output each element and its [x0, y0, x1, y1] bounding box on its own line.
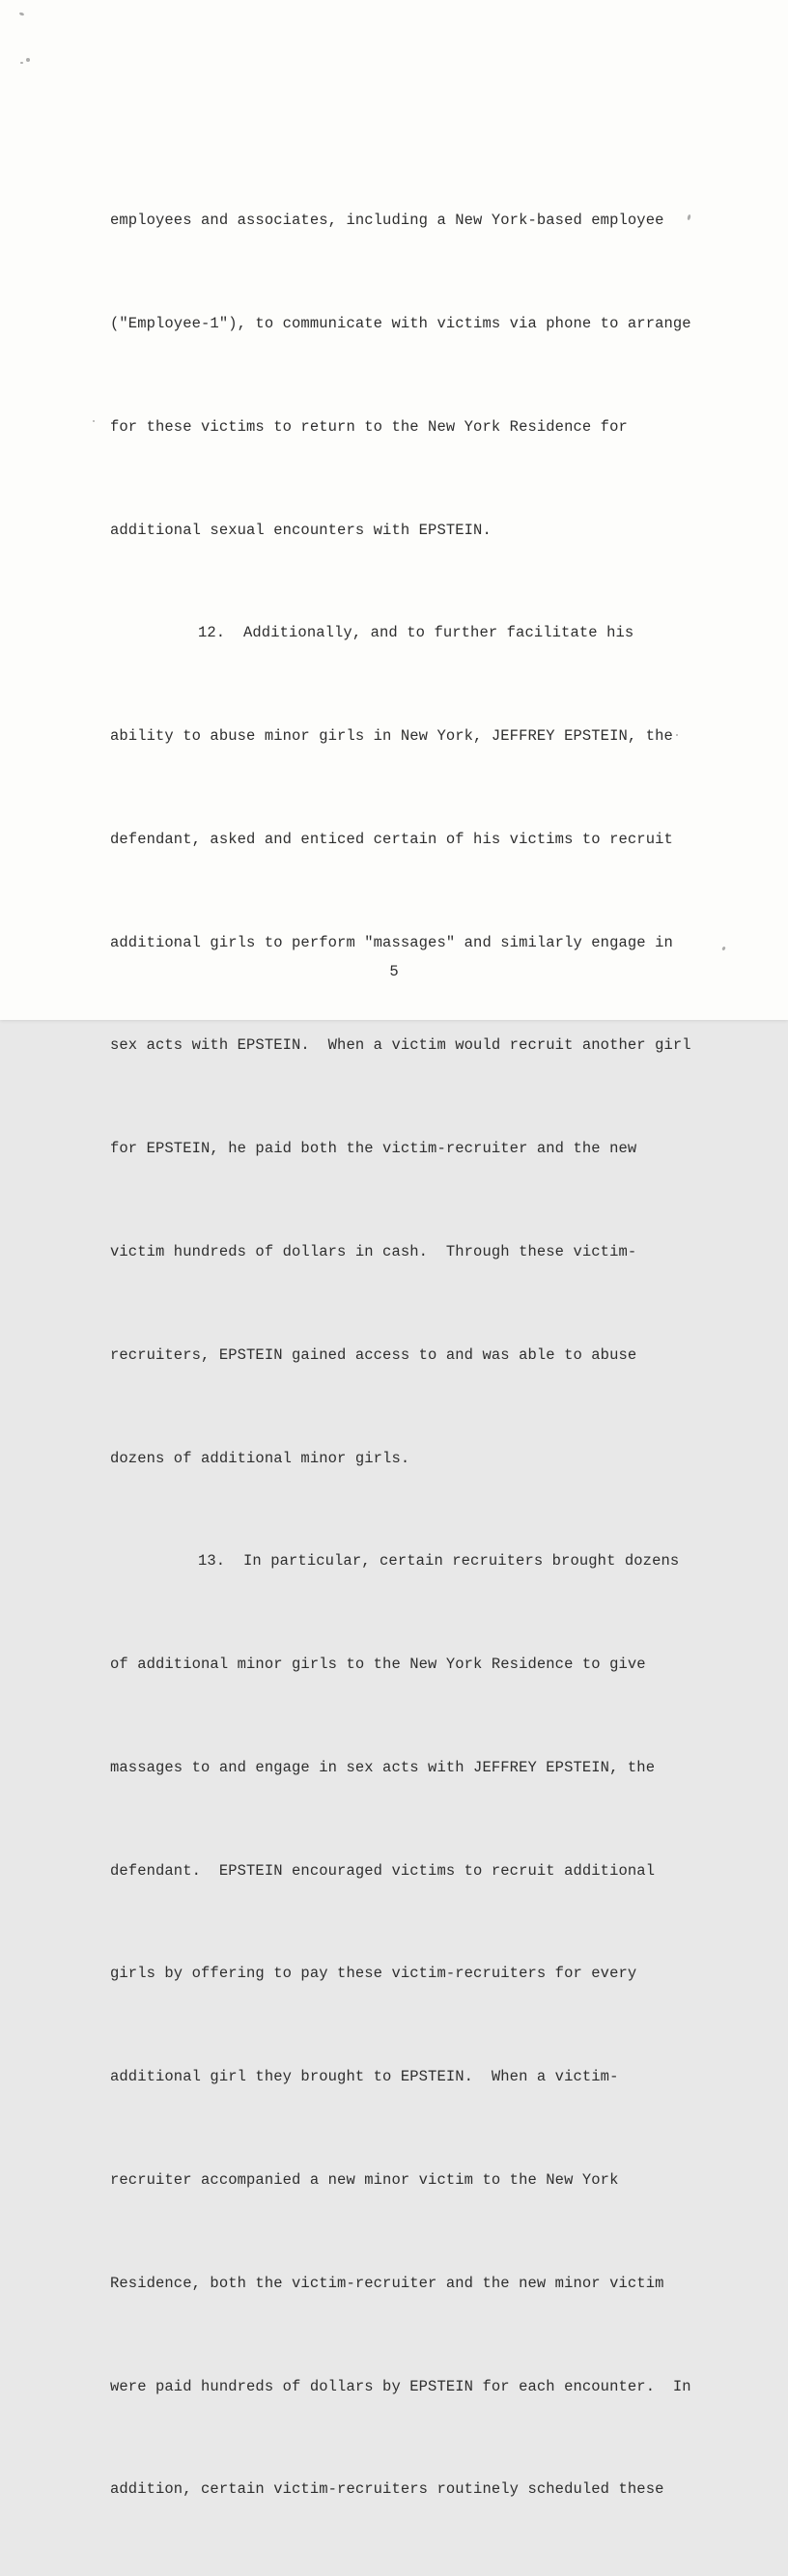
text-line: additional sexual encounters with EPSTEIN. — [110, 521, 492, 539]
text-line: ability to abuse minor girls in New York, JEFFREY EPSTEIN, the — [110, 727, 673, 746]
text-line: recruiters, EPSTEIN gained access to and was able to abuse — [110, 1345, 637, 1364]
text-line: defendant. EPSTEIN encouraged victims to recruit additional — [110, 1861, 656, 1880]
text-line: additional girls to perform "massages" and similarly engage in — [110, 933, 673, 951]
scan-speck — [93, 420, 95, 422]
text-line: ("Employee-1"), to communicate with victims via phone to arrange — [110, 314, 691, 332]
text-line: addition, certain victim-recruiters routinely scheduled these — [110, 2480, 664, 2499]
text-line: sex acts with EPSTEIN. When a victim would recruit another girl — [110, 1036, 691, 1055]
scan-speck — [19, 12, 25, 16]
text-line: for these victims to return to the New York Residence for — [110, 417, 628, 436]
text-line: additional girl they brought to EPSTEIN. When a victim- — [110, 2068, 619, 2086]
scan-speck — [721, 947, 726, 951]
text-line: dozens of additional minor girls. — [110, 1449, 410, 1467]
text-line: massages to and engage in sex acts with JEFFREY EPSTEIN, the — [110, 1758, 656, 1776]
scan-speck — [20, 62, 23, 64]
text-line: for EPSTEIN, he paid both the victim-recruiter and the new — [110, 1140, 637, 1158]
text-line: defendant, asked and enticed certain of his victims to recruit — [110, 830, 673, 848]
scan-speck — [26, 58, 30, 62]
text-line-paragraph-13-start: 13. In particular, certain recruiters brought dozens — [198, 1552, 680, 1571]
text-line: victim hundreds of dollars in cash. Through these victim- — [110, 1243, 637, 1260]
text-line: employees and associates, including a New York-based employee — [110, 212, 664, 230]
page-number: 5 — [389, 963, 399, 980]
text-line: girls by offering to pay these victim-recruiters for every — [110, 1965, 637, 1983]
text-line: Residence, both the victim-recruiter and the new minor victim — [110, 2274, 664, 2292]
text-line-paragraph-12-start: 12. Additionally, and to further facilitate his — [198, 624, 634, 642]
text-line: were paid hundreds of dollars by EPSTEIN for each encounter. In — [110, 2377, 691, 2395]
body-text — [110, 135, 699, 2576]
text-line: recruiter accompanied a new minor victim to the New York — [110, 2171, 619, 2190]
text-line: of additional minor girls to the New York Residence to give — [110, 1656, 646, 1674]
